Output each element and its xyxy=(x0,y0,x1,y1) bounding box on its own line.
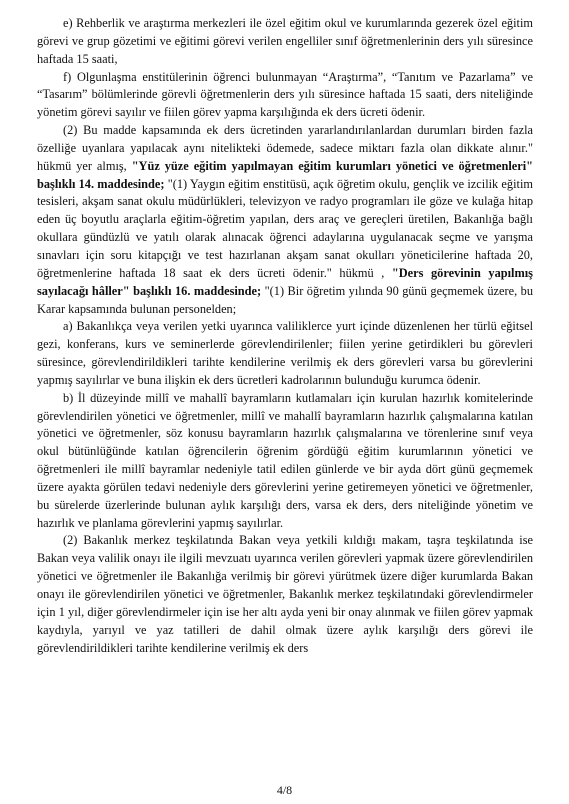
paragraph-2-text: (2) Bu madde kapsamında ek ders ücretinden yararlandırılanlardan durumları birden fazla özelliğe uyanlara yapılacak aynı nitelikteki ödemede, sadece miktarı fazla olan dikkate alınır." hükmü yer almış, xyxy=(37,123,533,173)
paragraph-f: f) Olgunlaşma enstitülerinin öğrenci bulunmayan “Araştırma”, “Tanıtım ve Pazarlama” ve “Tasarım” bölümlerinde görevli öğretmenlerin ders yılı süresince haftada 15 saati, ders niteliğinde yönetim görevi sayılır ve fiilen görev yapma karşılığında ek ders ücreti ödenir. xyxy=(37,69,533,120)
article-14-heading: "Yüz yüze eğitim yapılmayan eğitim kurumları yönetici ve öğretmenleri" başlıklı 14. maddesinde; xyxy=(37,158,533,191)
paragraph-b: b) İl düzeyinde millî ve mahallî bayramların kutlamaları için kurulan hazırlık komitelerinde görevlendirilen yönetici ve öğretmenler, millî ve mahallî bayramların hazırlık çalışmalarına katılan yönetici ve öğretmenler, söz konusu bayramların hazırlık çalışmalarına ve törenlerine sınıf veya okul bütünlüğünde katılan öğrencilerin öğrenim gördüğü eğitim kurumlarının yönetici ve öğretmenleri ile millî bayramlar nedeniyle tatil edilen günlerde ve bir ayda dört günü geçmemek üzere ayakta görülen tedavi nedeniyle ders görevlerini yerine getiremeyen yönetici ve öğretmenler, bu sürelerde üzerlerinde bulunan aylık karşılığı ders, varsa ek ders, ders niteliğinde yönetim ve hazırlık ve planlama görevlerini yapmış sayılırlar. xyxy=(37,390,533,530)
paragraph-2b: (2) Bakanlık merkez teşkilatında Bakan veya yetkili kıldığı makam, taşra teşkilatında ise Bakan veya valilik onayı ile ilgili mevzuatı uyarınca verilen görevleri yapmak üzere görevlendirilen yönetici ve öğretmenler ile Bakanlığa verilmiş bir görevi yürütmek üzere diğer kurumlarda Bakan onayı ile görevlendirilen yönetici ve öğretmenler, Bakanlık merkez teşkilatındaki görevlendirmeler için 1 yıl, diğer görevlendirmeler için ise her altı ayda yeni bir onay alınmak ve fiilen görev yapmak kaydıyla, yarıyıl ve yaz tatilleri de dahil olmak üzere aylık karşılığı ders görevi ile görevlendirildikleri tarihte kendilerine verilmiş ek ders xyxy=(37,533,533,655)
paragraph-2 xyxy=(37,122,533,318)
paragraph-e: e) Rehberlik ve araştırma merkezleri ile özel eğitim okul ve kurumlarında gezerek özel eğitim görevi ve grup gözetimi ve eğitimi görevi verilen engelliler sınıf öğretmenlerinin ders yılı süresince haftada 15 saati, xyxy=(37,16,533,66)
page-number: 4/8 xyxy=(276,783,293,797)
paragraph-2-text-2: "(1) Yaygın eğitim enstitüsü, açık öğretim okulu, gençlik ve izcilik eğitim tesisleri, akşam sanat okulu müdürlükleri, televizyon ve radyo programları ile göze ve kulağa hitap eden üç boyutlu araçlarla eğitim-öğretim yapılan, ders araç ve gereçleri üretilen, Bakanlığa bağlı okullara gündüzlü ve yatılı olarak alınacak öğrenci adaylarına uygulanacak seçme ve yarışma sınavları için soru kitapçığı ve test hazırlanan akşam sanat okulları yöneticilerine haftada 20, öğretmenlerine haftada 18 saat ek ders ücreti ödenir." hükmü , xyxy=(37,176,533,280)
document-body xyxy=(37,15,533,657)
paragraph-a: a) Bakanlıkça veya verilen yetki uyarınca valiliklerce yurt içinde düzenlenen her türlü eğitsel gezi, konferans, kurs ve seminerlerde görevlendirilenler; fiilen yerine getirdikleri bu görevleri süresince, görevlendirildikleri tarihte kendilerine verilmiş ek ders görevleri varsa bu görevlerini yapmış sayılırlar ve buna ilişkin ek ders ücretleri kadrolarının bulunduğu kurumca ödenir. xyxy=(37,319,533,387)
paragraph-2-text-3: "(1) Bir öğretim yılında 90 günü geçmemek üzere, bu Karar kapsamında bulunan personelden; xyxy=(37,283,533,316)
article-16-heading: "Ders görevinin yapılmış sayılacağı hâller" başlıklı 16. maddesinde; xyxy=(37,265,533,298)
